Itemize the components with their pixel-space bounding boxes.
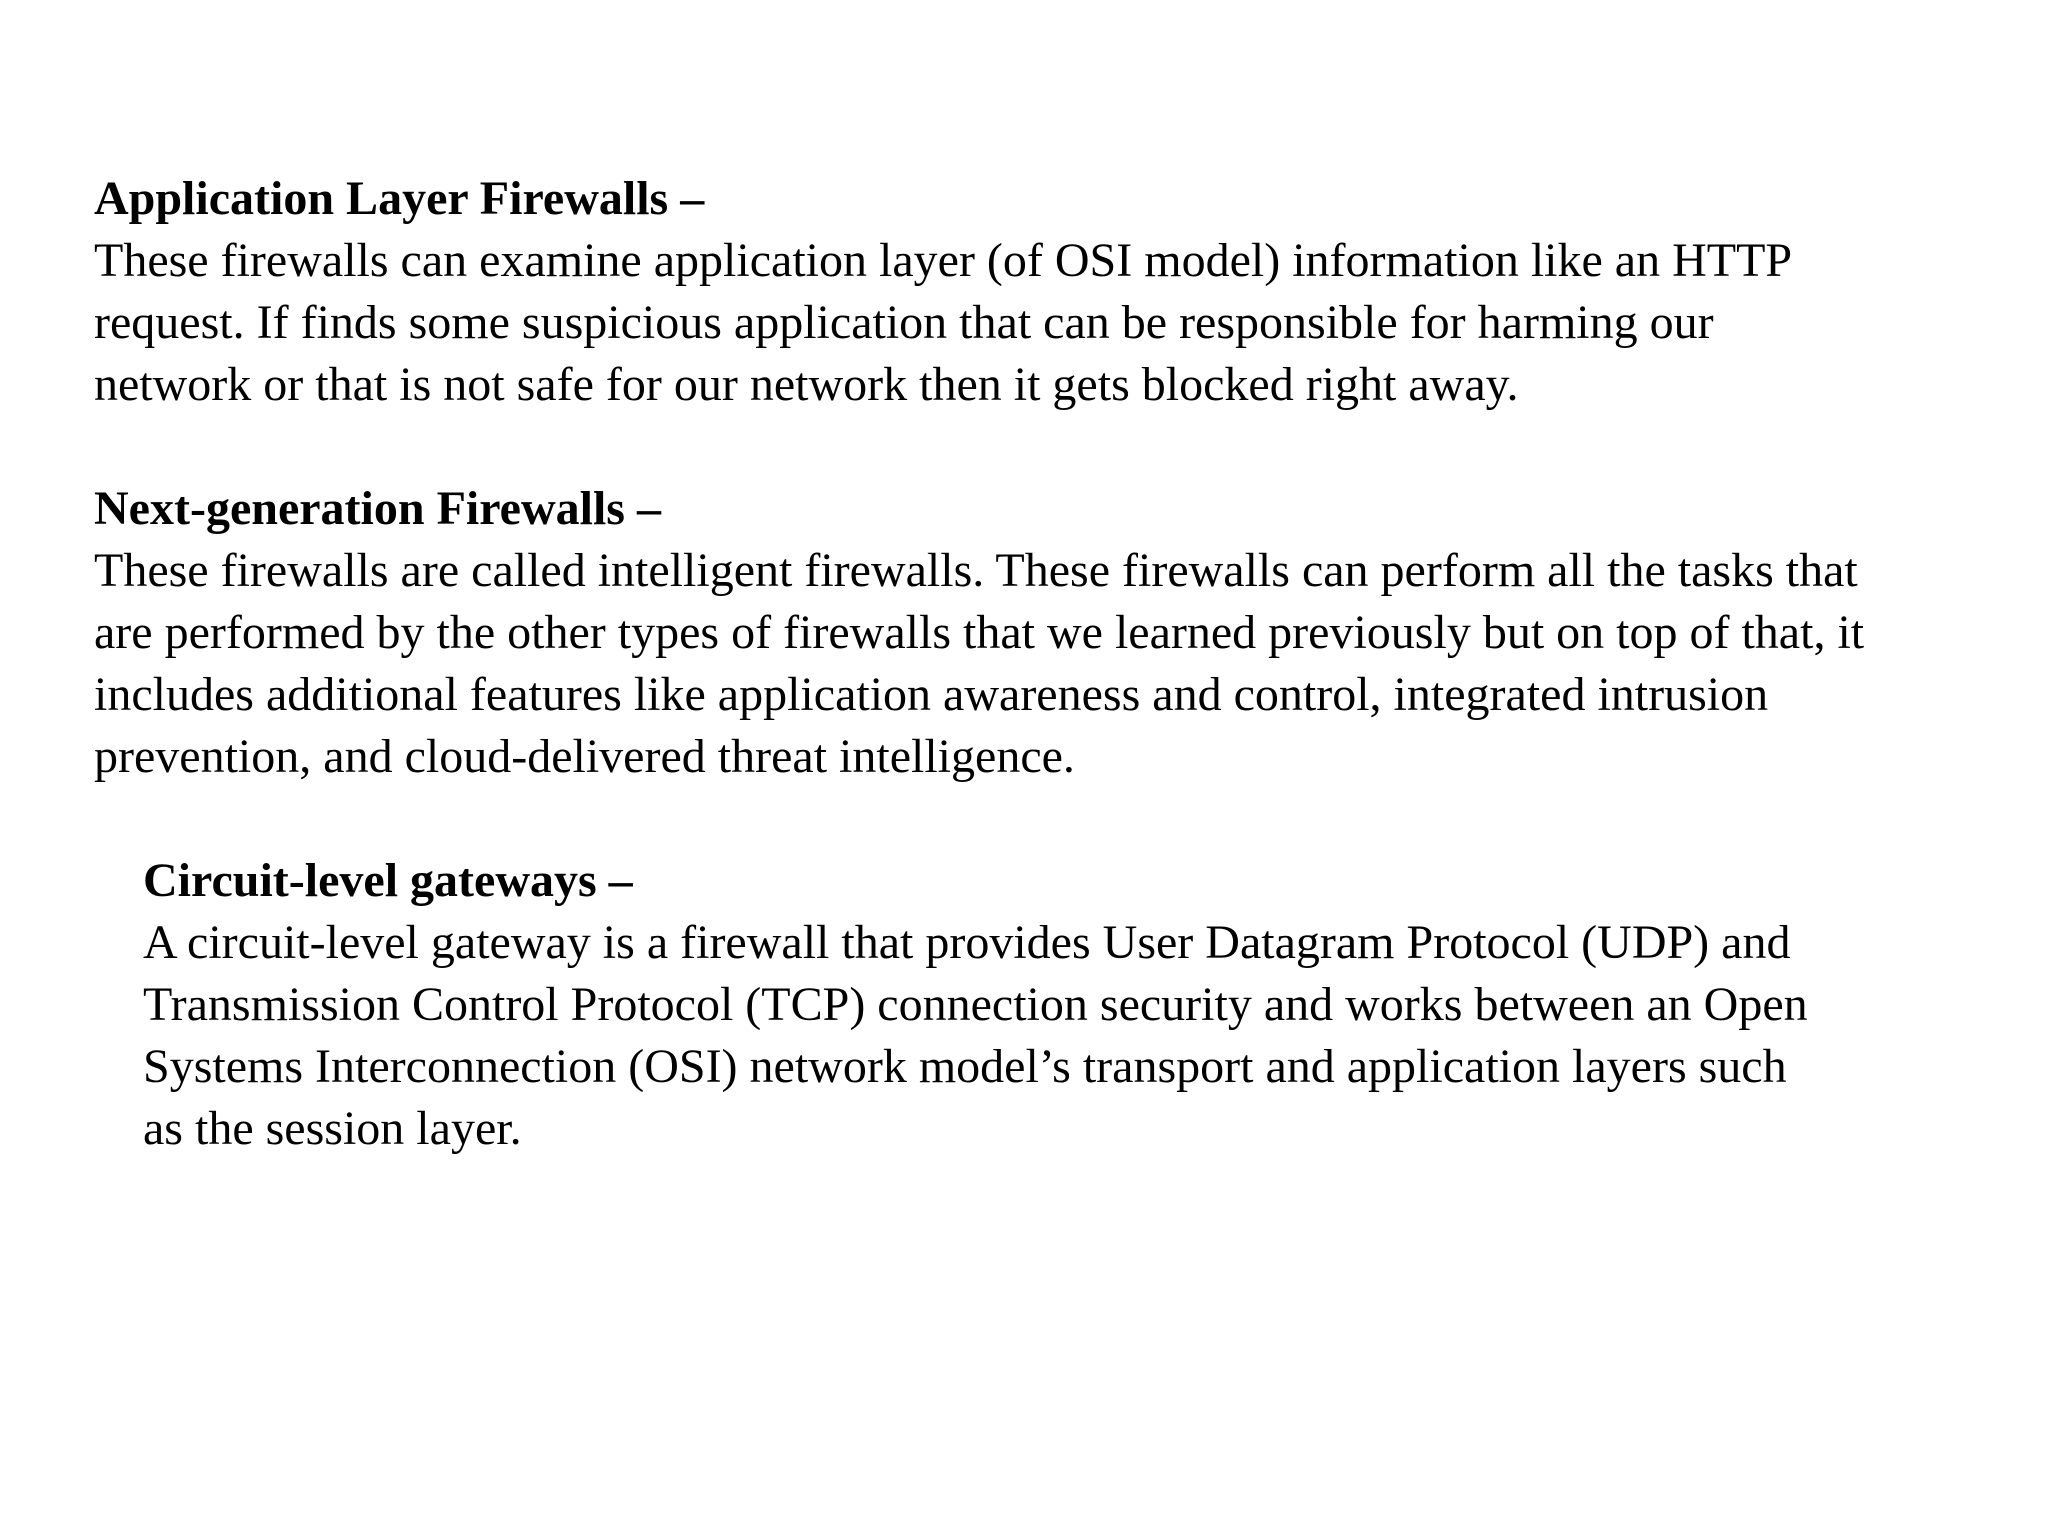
body-line: includes additional features like application awareness and control, integrated intrusion	[94, 668, 1769, 721]
section-heading: Next-generation Firewalls –	[94, 482, 661, 535]
body-line: Systems Interconnection (OSI) network model’s transport and application layers such	[143, 1040, 1787, 1093]
section-application-layer-firewalls	[94, 168, 2048, 416]
body-line: These firewalls can examine application layer (of OSI model) information like an HTTP	[94, 234, 1793, 287]
body-line: as the session layer.	[143, 1102, 522, 1155]
section-circuit-level-gateways	[143, 850, 2048, 1160]
body-line: request. If finds some suspicious application that can be responsible for harming our	[94, 296, 1714, 349]
body-line: Transmission Control Protocol (TCP) connection security and works between an Open	[143, 978, 1808, 1031]
body-line: are performed by the other types of firewalls that we learned previously but on top of that, it	[94, 606, 1865, 659]
section-heading: Circuit-level gateways –	[143, 854, 633, 907]
body-line: prevention, and cloud-delivered threat intelligence.	[94, 730, 1075, 783]
body-line: These firewalls are called intelligent firewalls. These firewalls can perform all the tasks that	[94, 544, 1858, 597]
section-next-generation-firewalls	[94, 478, 2048, 788]
body-line: A circuit-level gateway is a firewall that provides User Datagram Protocol (UDP) and	[143, 916, 1791, 969]
section-heading: Application Layer Firewalls –	[94, 172, 705, 225]
body-line: network or that is not safe for our network then it gets blocked right away.	[94, 358, 1519, 411]
